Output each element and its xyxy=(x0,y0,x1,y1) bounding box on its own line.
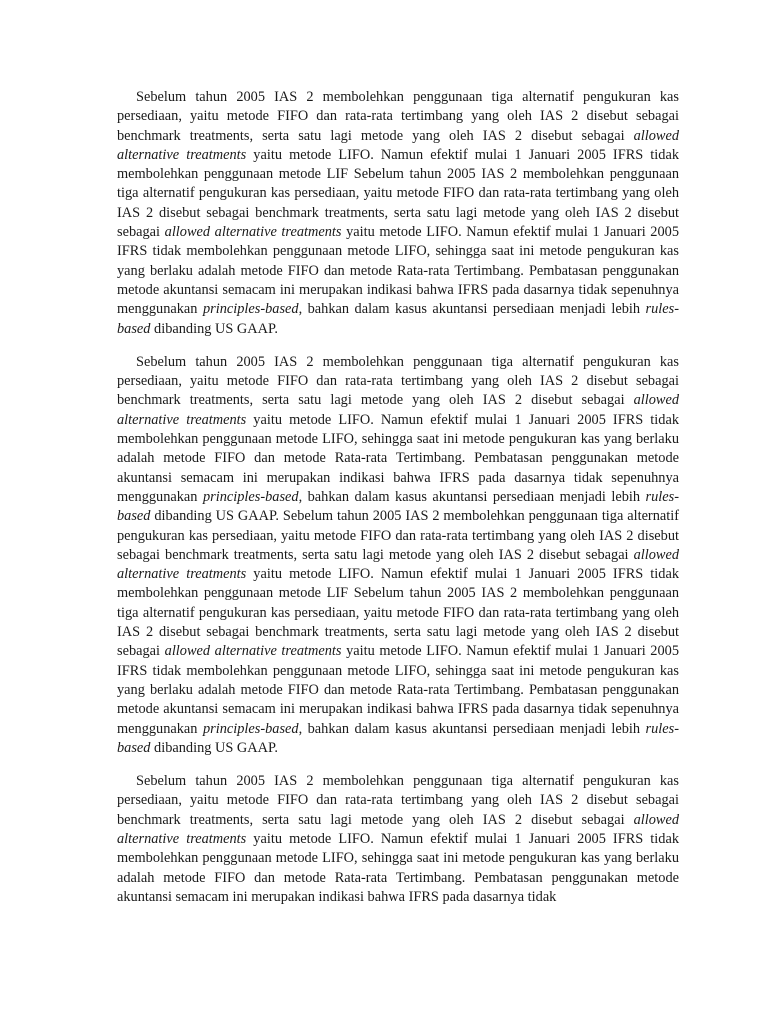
italic-term: allowed alternative treatments xyxy=(164,224,342,241)
text-run: yaitu metode LIFO. Namun efektif mulai 1 Januari 2005 IFRS tidak membolehkan penggunaan metode LIFO, sehingga saat ini metode pengukuran kas yang berlaku adalah metode FIFO dan metode Rata-rata Tertimbang. Pembatasan penggunakan metode akuntansi semacam ini merupakan indikasi bahwa IFRS pada dasarnya tidak sepenuhnya menggunakan xyxy=(117,224,679,318)
italic-term: principles-based xyxy=(202,488,299,505)
italic-term: rules-based xyxy=(117,301,679,337)
text-run: yaitu metode LIFO. Namun efektif mulai 1 Januari 2005 IFRS tidak membolehkan penggunaan metode LIF Sebelum tahun 2005 IAS 2 membolehkan penggunaan tiga alternatif pengukuran kas persediaan, yaitu metode FIFO dan rata-rata tertimbang yang oleh IAS 2 disebut sebagai benchmark treatments, serta satu lagi metode yang oleh IAS 2 disebut sebagai xyxy=(117,146,679,241)
italic-term: rules-based xyxy=(117,488,679,525)
text-run: yaitu metode LIFO. Namun efektif mulai 1 Januari 2005 IFRS tidak membolehkan penggunaan metode LIFO, sehingga saat ini metode pengukuran kas yang berlaku adalah metode FIFO dan metode Rata-rata Tertimbang. Pembatasan penggunakan metode akuntansi semacam ini merupakan indikasi bahwa IFRS pada dasarnya tidak xyxy=(117,830,679,905)
italic-term: allowed alternative treatments xyxy=(117,127,679,163)
document-body xyxy=(117,88,679,921)
paragraph-1 xyxy=(117,88,679,339)
italic-term: allowed alternative treatments xyxy=(117,392,679,428)
text-run: dibanding US GAAP. Sebelum tahun 2005 IAS 2 membolehkan penggunaan tiga alternatif pengukuran kas persediaan, yaitu metode FIFO dan rata-rata tertimbang yang oleh IAS 2 disebut sebagai benchmark treatments, serta satu lagi metode yang oleh IAS 2 disebut sebagai xyxy=(117,508,679,563)
italic-term: allowed alternative treatments xyxy=(117,546,679,583)
text-run: , bahkan dalam kasus akuntansi persediaan menjadi lebih xyxy=(298,488,646,505)
text-run: Sebelum tahun 2005 IAS 2 membolehkan penggunaan tiga alternatif pengukuran kas persediaan, yaitu metode FIFO dan rata-rata tertimbang yang oleh IAS 2 disebut sebagai benchmark treatments, serta satu lagi metode yang oleh IAS 2 disebut sebagai xyxy=(117,353,679,409)
text-run: Sebelum tahun 2005 IAS 2 membolehkan penggunaan tiga alternatif pengukuran kas persediaan, yaitu metode FIFO dan rata-rata tertimbang yang oleh IAS 2 disebut sebagai benchmark treatments, serta satu lagi metode yang oleh IAS 2 disebut sebagai xyxy=(117,89,679,144)
text-run: yaitu metode LIFO. Namun efektif mulai 1 Januari 2005 IFRS tidak membolehkan penggunaan metode LIFO, sehingga saat ini metode pengukuran kas yang berlaku adalah metode FIFO dan metode Rata-rata Tertimbang. Pembatasan penggunakan metode akuntansi semacam ini merupakan indikasi bahwa IFRS pada dasarnya tidak sepenuhnya menggunakan xyxy=(117,411,679,505)
italic-term: allowed alternative treatments xyxy=(164,643,342,660)
paragraph-3 xyxy=(117,772,679,907)
italic-term: rules-based xyxy=(117,720,679,756)
text-run: Sebelum tahun 2005 IAS 2 membolehkan penggunaan tiga alternatif pengukuran kas persediaan, yaitu metode FIFO dan rata-rata tertimbang yang oleh IAS 2 disebut sebagai benchmark treatments, serta satu lagi metode yang oleh IAS 2 disebut sebagai xyxy=(117,773,679,828)
text-run: , bahkan dalam kasus akuntansi persediaan menjadi lebih xyxy=(298,301,646,318)
text-run: dibanding US GAAP. xyxy=(150,739,278,756)
paragraph-2 xyxy=(117,353,679,758)
italic-term: principles-based xyxy=(202,301,299,318)
italic-term: allowed alternative treatments xyxy=(117,811,679,847)
text-run: dibanding US GAAP. xyxy=(150,320,278,337)
text-run: yaitu metode LIFO. Namun efektif mulai 1 Januari 2005 IFRS tidak membolehkan penggunaan metode LIF Sebelum tahun 2005 IAS 2 membolehkan penggunaan tiga alternatif pengukuran kas persediaan, yaitu metode FIFO dan rata-rata tertimbang yang oleh IAS 2 disebut sebagai benchmark treatments, serta satu lagi metode yang oleh IAS 2 disebut sebagai xyxy=(117,566,679,660)
italic-term: principles-based xyxy=(202,720,299,737)
text-run: yaitu metode LIFO. Namun efektif mulai 1 Januari 2005 IFRS tidak membolehkan penggunaan metode LIFO, sehingga saat ini metode pengukuran kas yang berlaku adalah metode FIFO dan metode Rata-rata Tertimbang. Pembatasan penggunakan metode akuntansi semacam ini merupakan indikasi bahwa IFRS pada dasarnya tidak sepenuhnya menggunakan xyxy=(117,643,679,737)
text-run: , bahkan dalam kasus akuntansi persediaan menjadi lebih xyxy=(298,720,646,737)
